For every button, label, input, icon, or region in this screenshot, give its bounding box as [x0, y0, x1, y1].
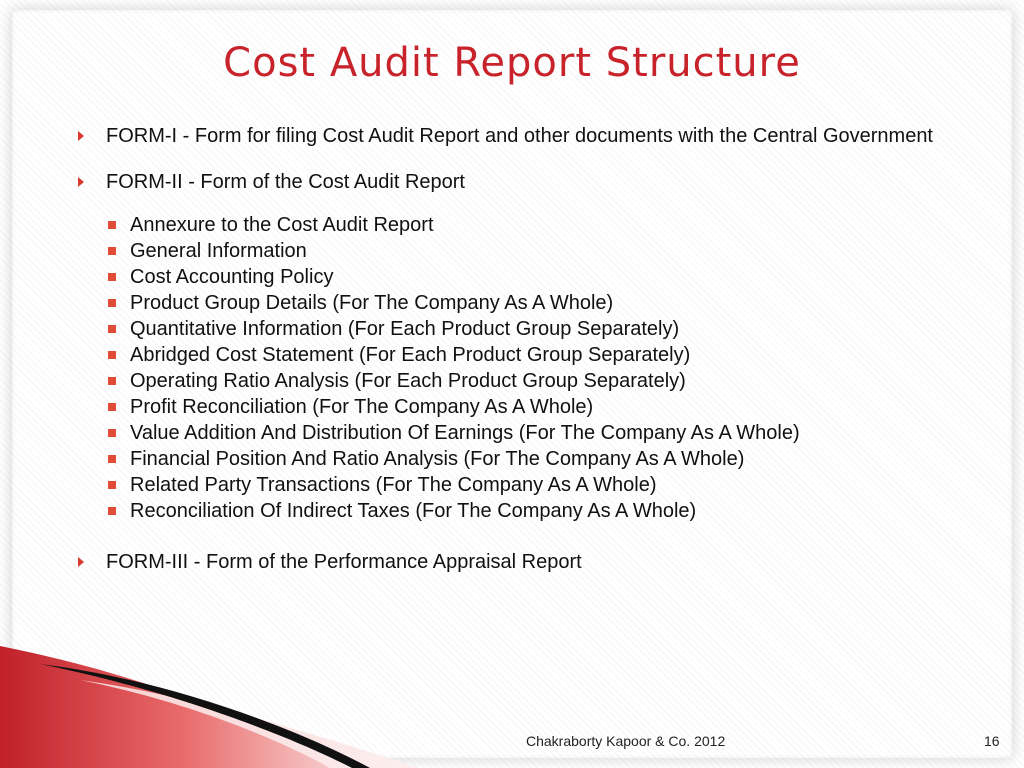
bullet-arrow-icon	[78, 177, 84, 187]
square-bullet-icon	[108, 481, 116, 489]
sub-bullet-item	[106, 212, 958, 238]
wave-red-shape	[0, 646, 330, 768]
sub-bullet-text: Reconciliation Of Indirect Taxes (For The Company As A Whole)	[130, 500, 697, 522]
sub-bullet-text: Related Party Transactions (For The Company As A Whole)	[130, 474, 657, 496]
sub-bullet-text: Value Addition And Distribution Of Earnings (For The Company As A Whole)	[130, 422, 800, 444]
sub-bullet-item	[106, 264, 958, 290]
bullet-text: FORM-III - Form of the Performance Appraisal Report	[106, 551, 582, 573]
square-bullet-icon	[108, 351, 116, 359]
bullet-arrow-icon	[78, 131, 84, 141]
sub-bullet-item	[106, 238, 958, 264]
sub-bullet-item	[106, 420, 958, 446]
sub-bullet-item	[106, 472, 958, 498]
square-bullet-icon	[108, 403, 116, 411]
sub-bullet-item	[106, 394, 958, 420]
sub-bullet-text: Operating Ratio Analysis (For Each Product Group Separately)	[130, 370, 686, 392]
sub-bullet-item	[106, 498, 958, 524]
bullet-form-iii	[78, 550, 958, 574]
bullet-list	[78, 124, 958, 598]
bullet-form-i	[78, 124, 958, 148]
sub-bullet-text: General Information	[130, 240, 307, 262]
square-bullet-icon	[108, 377, 116, 385]
square-bullet-icon	[108, 507, 116, 515]
sub-bullet-text: Cost Accounting Policy	[130, 266, 334, 288]
square-bullet-icon	[108, 455, 116, 463]
sub-bullet-item	[106, 316, 958, 342]
square-bullet-icon	[108, 221, 116, 229]
footer-company: Chakraborty Kapoor & Co. 2012	[526, 733, 726, 749]
sub-bullet-text: Quantitative Information (For Each Product Group Separately)	[130, 318, 680, 340]
sub-bullet-item	[106, 342, 958, 368]
bullet-text: FORM-I - Form for filing Cost Audit Report and other documents with the Central Government	[106, 125, 933, 147]
square-bullet-icon	[108, 247, 116, 255]
square-bullet-icon	[108, 325, 116, 333]
square-bullet-icon	[108, 273, 116, 281]
sub-bullet-item	[106, 368, 958, 394]
sub-bullet-text: Profit Reconciliation (For The Company As A Whole)	[130, 396, 594, 418]
sub-bullet-text: Abridged Cost Statement (For Each Product Group Separately)	[130, 344, 691, 366]
sub-bullet-text: Financial Position And Ratio Analysis (For The Company As A Whole)	[130, 448, 745, 470]
sub-bullet-text: Product Group Details (For The Company As A Whole)	[130, 292, 614, 314]
sub-bullet-text: Annexure to the Cost Audit Report	[130, 214, 434, 236]
decorative-wave-graphic	[0, 640, 1024, 768]
sub-bullet-list	[106, 212, 958, 524]
slide-title: Cost Audit Report Structure	[223, 40, 801, 86]
sub-bullet-item	[106, 446, 958, 472]
square-bullet-icon	[108, 429, 116, 437]
bullet-text: FORM-II - Form of the Cost Audit Report	[106, 171, 465, 193]
square-bullet-icon	[108, 299, 116, 307]
bullet-arrow-icon	[78, 557, 84, 567]
bullet-form-ii	[78, 170, 958, 194]
footer-page-number: 16	[984, 733, 1000, 749]
sub-bullet-item	[106, 290, 958, 316]
